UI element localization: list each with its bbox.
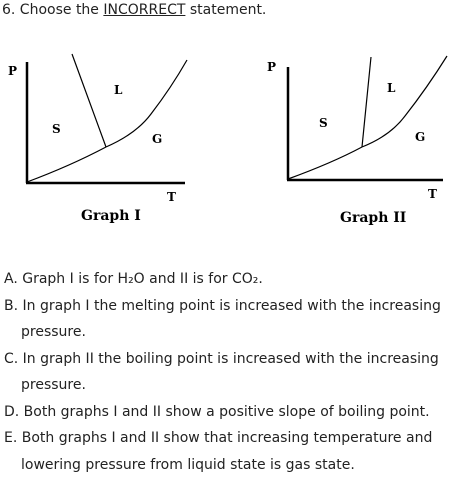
graph-1-melting-curve [72,54,106,147]
graph-1-boiling-curve [106,60,187,147]
graph-1-region-solid: S [52,122,61,136]
graph-2-region-liquid: L [387,81,396,95]
graph-1-region-liquid: L [114,83,123,97]
graph-1-diagram [0,48,220,233]
graph-2 [262,48,452,233]
graph-2-caption: Graph II [340,210,407,226]
option-c-continued: pressure. [21,377,86,393]
graph-2-region-solid: S [319,116,328,130]
graph-1-axis-y-label: P [8,64,18,78]
graph-2-axis-x-label: T [428,187,437,201]
graph-2-boiling-curve [362,56,447,147]
option-e[interactable]: E. Both graphs I and II show that increasing temperature and [4,430,433,446]
option-b-continued: pressure. [21,324,86,340]
question-emphasis: INCORRECT [103,2,186,18]
graph-1 [0,48,220,233]
question-suffix: statement. [185,2,267,18]
graph-2-melting-curve [362,57,371,147]
question-prefix: 6. Choose the [2,2,104,18]
graph-1-region-gas: G [152,132,163,146]
graph-1-axis-x-label: T [167,190,176,204]
option-d[interactable]: D. Both graphs I and II show a positive slope of boiling point. [4,403,430,420]
option-a[interactable]: A. Graph I is for H₂O and II is for CO₂. [4,271,263,287]
graph-2-diagram [262,48,452,233]
option-c[interactable]: C. In graph II the boiling point is increased with the increasing [4,350,439,367]
graph-2-region-gas: G [415,130,426,144]
question-text [2,1,266,19]
graph-1-caption: Graph I [81,208,141,224]
option-e-continued: lowering pressure from liquid state is gas state. [21,456,355,473]
graph-2-axis-y-label: P [267,60,277,74]
option-b[interactable]: B. In graph I the melting point is increased with the increasing [4,297,441,314]
answer-options [4,266,450,478]
graph-2-sublimation-curve [288,147,362,179]
graph-1-sublimation-curve [27,147,106,182]
